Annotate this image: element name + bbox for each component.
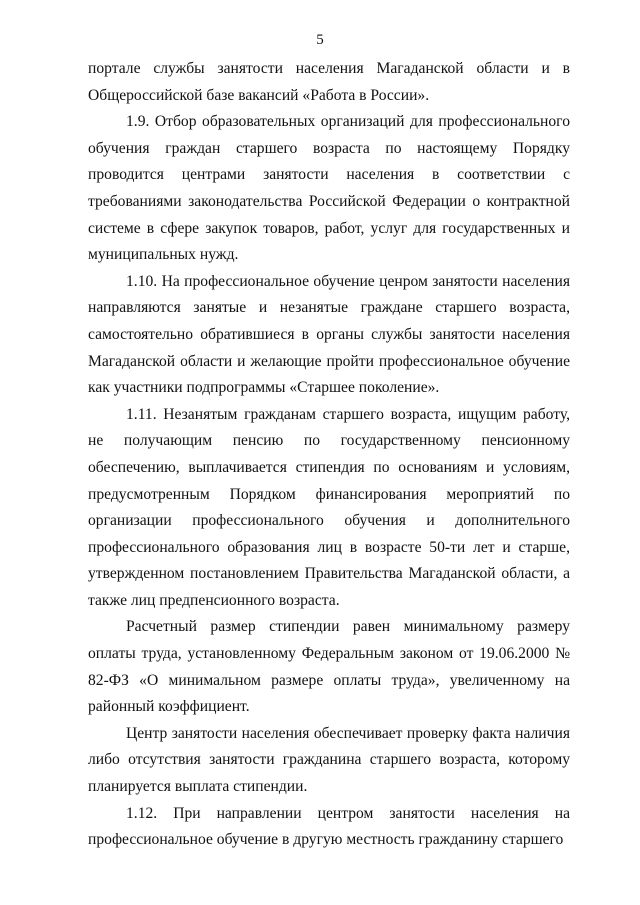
paragraph-continuation: портале службы занятости населения Магаданской области и в Общероссийской базе вакансий «Работа в России».	[88, 60, 570, 104]
paragraph-clause-1-10: 1.10. На профессиональное обучение ценром занятости населения направляются занятые и незанятые граждане старшего возраста, самостоятельно обратившиеся в органы службы занятости населения Магаданской области и желающие пройти профессиональное обучение как участники подпрограммы «Старшее поколение».	[88, 272, 570, 397]
paragraph-clause-1-11: 1.11. Незанятым гражданам старшего возраста, ищущим работу, не получающим пенсию по государственному пенсионному обеспечению, выплачивается стипендия по основаниям и условиям, предусмотренным Порядком финансирования мероприятий по организации профессионального обучения и дополнительного профессионального образования лиц в возрасте 50-ти лет и старше, утвержденном постановлением Правительства Магаданской области, а также лиц предпенсионного возраста.	[88, 405, 570, 609]
document-body	[88, 56, 570, 854]
page-number: 5	[316, 32, 324, 48]
paragraph-stipend-size: Расчетный размер стипендии равен минимальному размеру оплаты труда, установленному Федеральным законом от 19.06.2000 № 82-ФЗ «О минимальном размере оплаты труда», увеличенному на районный коэффициент.	[88, 618, 570, 716]
paragraph-employment-check: Центр занятости населения обеспечивает проверку факта наличия либо отсутствия занятости гражданина старшего возраста, которому планируется выплата стипендии.	[88, 724, 570, 796]
paragraph-clause-1-9: 1.9. Отбор образовательных организаций для профессионального обучения граждан старшего возраста по настоящему Порядку проводится центрами занятости населения в соответствии с требованиями законодательства Российской Федерации о контрактной системе в сфере закупок товаров, работ, услуг для государственных и муниципальных нужд.	[88, 113, 570, 264]
paragraph-clause-1-12: 1.12. При направлении центром занятости населения на профессиональное обучение в другую местность гражданину старшего	[88, 804, 570, 849]
